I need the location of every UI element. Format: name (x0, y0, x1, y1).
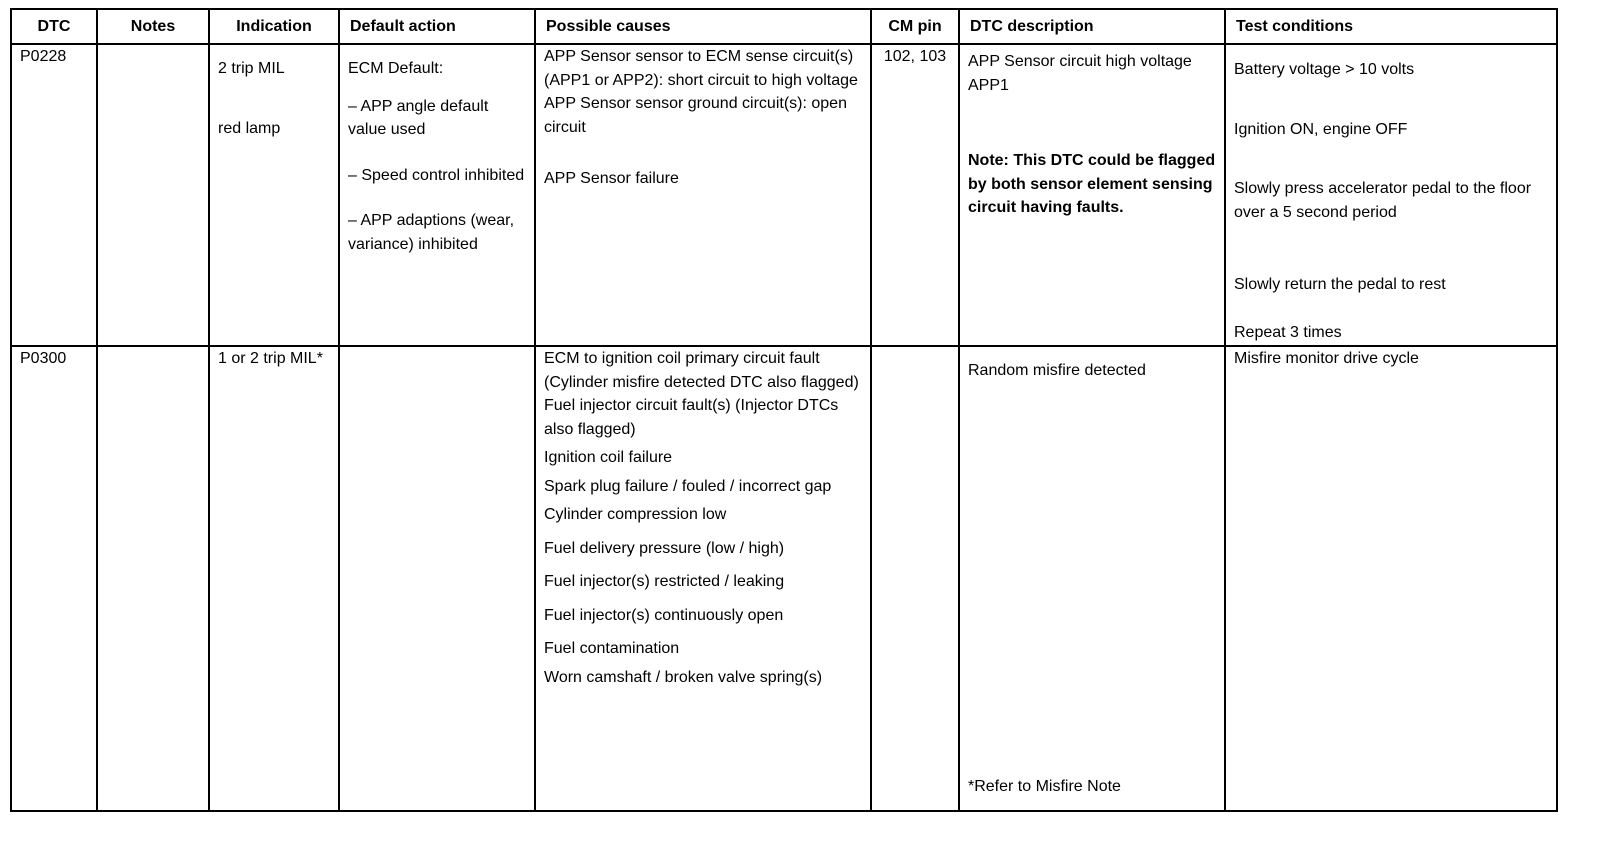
indication-line: 2 trip MIL (218, 60, 285, 77)
indication-line: 1 or 2 trip MIL* (218, 350, 323, 367)
default-action-cell (339, 346, 535, 811)
dtc-code: P0300 (11, 346, 97, 811)
cause-item: APP Sensor sensor ground circuit(s): open circuit (544, 95, 847, 136)
notes-cell (97, 346, 209, 811)
header-notes: Notes (97, 9, 209, 44)
cause-item: ECM to ignition coil primary circuit fault (Cylinder misfire detected DTC also flagged) (544, 350, 859, 391)
test-condition: Slowly return the pedal to rest (1234, 276, 1446, 293)
table-row (11, 346, 1557, 811)
possible-causes-cell (535, 44, 871, 346)
default-action-cell (339, 44, 535, 346)
default-action-line: ECM Default: (348, 60, 444, 77)
cause-item: APP Sensor sensor to ECM sense circuit(s) (APP1 or APP2): short circuit to high voltage (544, 48, 858, 89)
cause-item: Fuel contamination (544, 640, 680, 657)
description-text: Random misfire detected (968, 362, 1146, 379)
notes-cell (97, 44, 209, 346)
header-default-action: Default action (339, 9, 535, 44)
cause-item: Cylinder compression low (544, 506, 727, 523)
table-row (11, 44, 1557, 346)
default-action-line: – APP angle default value used (348, 97, 489, 138)
dtc-code: P0228 (11, 44, 97, 346)
test-condition: Repeat 3 times (1234, 323, 1342, 341)
cm-pin-cell: 102, 103 (871, 44, 959, 346)
dtc-table (10, 8, 1558, 812)
header-possible-causes: Possible causes (535, 9, 871, 44)
header-cm-pin: CM pin (871, 9, 959, 44)
cm-pin-cell (871, 346, 959, 811)
test-condition: Battery voltage > 10 volts (1234, 61, 1415, 78)
header-test-conditions: Test conditions (1225, 9, 1557, 44)
indication-cell (209, 44, 339, 346)
cause-item: Ignition coil failure (544, 449, 673, 466)
test-condition: Misfire monitor drive cycle (1234, 350, 1419, 367)
cause-item: Fuel injector circuit fault(s) (Injector DTCs also flagged) (544, 397, 839, 438)
cause-item: Worn camshaft / broken valve spring(s) (544, 668, 823, 686)
cause-item: Fuel injector(s) restricted / leaking (544, 573, 785, 590)
indication-cell (209, 346, 339, 811)
possible-causes-cell (535, 346, 871, 811)
dtc-description-cell (959, 346, 1225, 811)
header-dtc-description: DTC description (959, 9, 1225, 44)
header-row (11, 9, 1557, 44)
test-condition: Slowly press accelerator pedal to the floor over a 5 second period (1234, 180, 1532, 221)
header-indication: Indication (209, 9, 339, 44)
default-action-line: – APP adaptions (wear, variance) inhibited (348, 212, 515, 253)
description-note: Note: This DTC could be flagged by both sensor element sensing circuit having faults. (968, 152, 1216, 216)
test-conditions-cell (1225, 346, 1557, 811)
description-text: APP Sensor circuit high voltage APP1 (968, 53, 1192, 94)
dtc-description-cell (959, 44, 1225, 346)
cause-item: Fuel injector(s) continuously open (544, 606, 784, 624)
default-action-line: – Speed control inhibited (348, 166, 525, 184)
indication-line: red lamp (218, 119, 281, 137)
header-dtc: DTC (11, 9, 97, 44)
test-conditions-cell (1225, 44, 1557, 346)
test-condition: Ignition ON, engine OFF (1234, 120, 1408, 138)
description-note: *Refer to Misfire Note (968, 777, 1121, 795)
cause-item: Spark plug failure / fouled / incorrect gap (544, 477, 832, 495)
cause-item: Fuel delivery pressure (low / high) (544, 539, 785, 557)
cause-item: APP Sensor failure (544, 170, 679, 187)
